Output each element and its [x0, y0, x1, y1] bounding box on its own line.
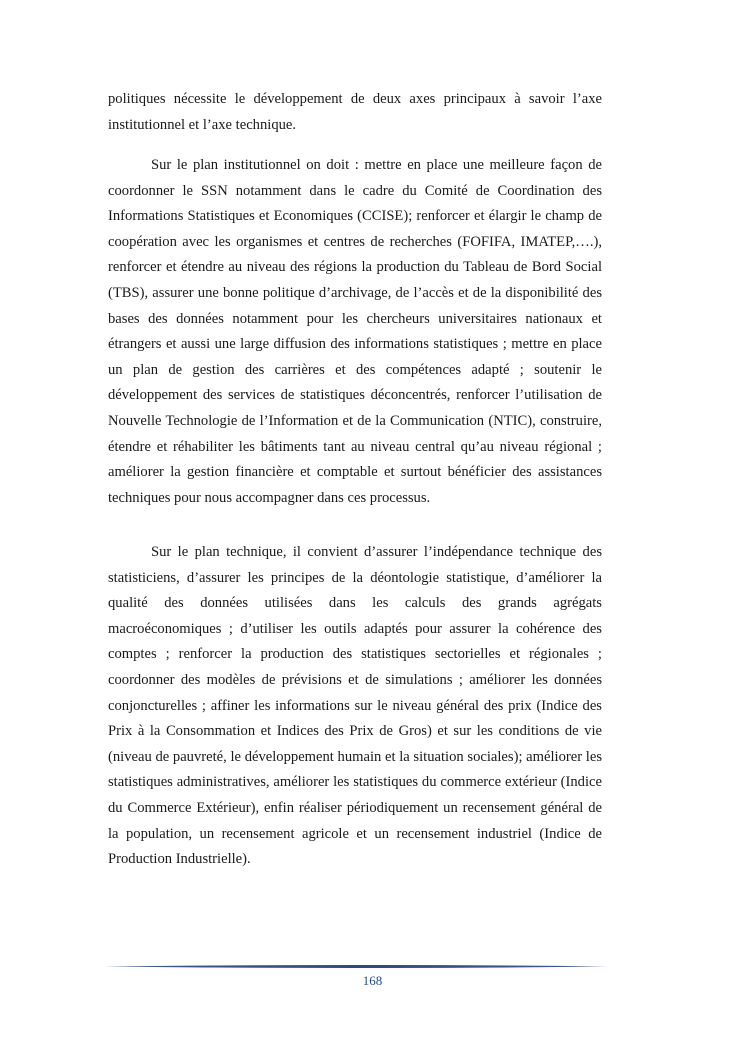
paragraph-institutional [108, 153, 602, 511]
paragraph-text: politiques nécessite le développement de deux axes principaux à savoir l’axe institutionnel et l’axe technique. [108, 91, 602, 133]
paragraph-text: Sur le plan technique, il convient d’assurer l’indépendance technique des statisticiens, d’assurer les principes de la déontologie statistique, d’améliorer la qualité des données utilisées dans les calculs des grands agrégats macroéconomiques ; d’utiliser les outils adaptés pour assurer la cohérence des comptes ; renforcer la production des statistiques sectorielles et régionales ; coordonner des modèles de prévisions et de simulations ; améliorer les données conjoncturelles ; affiner les informations sur le niveau général des prix (Indice des Prix à la Consommation et Indices des Prix de Gros) et sur les conditions de vie (niveau de pauvreté, le développement humain et la situation sociales); améliorer les statistiques administratives, améliorer les statistiques du commerce extérieur (Indice du Commerce Extérieur), enfin réaliser périodiquement un recensement général de la population, un recensement agricole et un recensement industriel (Indice de Production Industrielle). [108, 544, 602, 868]
page-number: 168 [362, 973, 383, 988]
paragraph-technical [108, 540, 602, 873]
paragraph-text: Sur le plan institutionnel on doit : mettre en place une meilleure façon de coordonner le SSN notamment dans le cadre du Comité de Coordination des Informations Statistiques et Economiques (CCISE); renforcer et élargir le champ de coopération avec les organismes et centres de recherches (FOFIFA, IMATEP,….), renforcer et étendre au niveau des régions la production du Tableau de Bord Social (TBS), assurer une bonne politique d’archivage, de l’accès et de la disponibilité des bases des données notamment pour les chercheurs universitaires nationaux et étrangers et aussi une large diffusion des informations statistiques ; mettre en place un plan de gestion des carrières et des compétences adapté ; soutenir le développement des services de statistiques déconcentrés, renforcer l’utilisation de Nouvelle Technologie de l’Information et de la Communication (NTIC), construire, étendre et réhabiliter les bâtiments tant au niveau central qu’au niveau régional ; améliorer la gestion financière et comptable et surtout bénéficier des assistances techniques pour nous accompagner dans ces processus. [108, 157, 602, 506]
paragraph-continuation [108, 87, 602, 138]
footer-rule [104, 964, 608, 969]
